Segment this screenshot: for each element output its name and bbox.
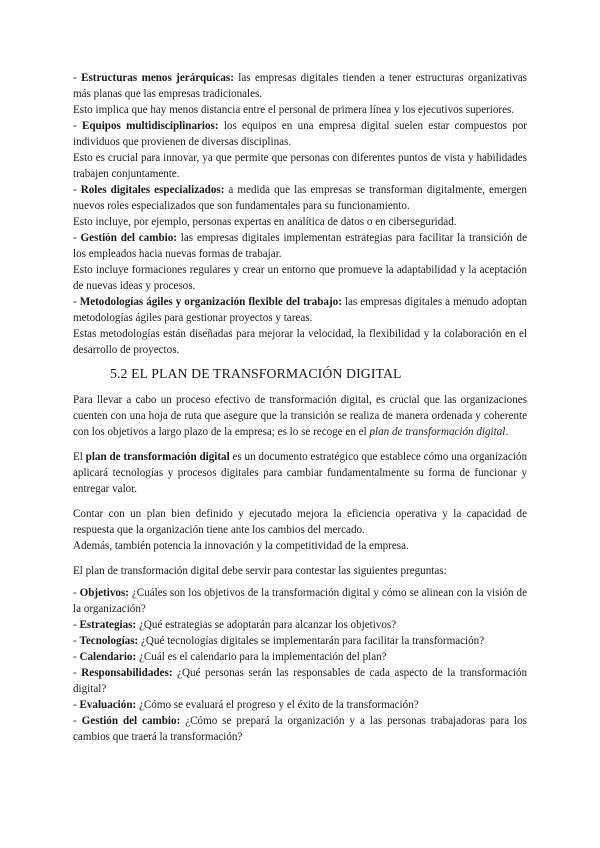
section-item-list: [73, 70, 527, 358]
question-term: Objetivos:: [79, 587, 129, 599]
bullet: -: [73, 699, 80, 711]
question-text: ¿Qué tecnologías digitales se implementarán para facilitar la transformación?: [138, 635, 485, 647]
question-item: [73, 713, 527, 745]
section-item-term: Metodologías ágiles y organización flexible del trabajo:: [79, 296, 342, 308]
intro-paragraph: [73, 392, 527, 440]
section-item: [73, 230, 527, 262]
section-item-term: Gestión del cambio:: [80, 232, 177, 244]
benefits-paragraph: Contar con un plan bien definido y ejecutado mejora la eficiencia operativa y la capacidad de respuesta que la organización tiene ante los cambios del mercado.: [73, 508, 527, 536]
definition-text: es un documento estratégico que establece cómo una organización aplicará tecnologías y procesos digitales para cambiar fundamentalmente su forma de funcionar y entregar valor.: [73, 451, 528, 495]
section-item-term: Roles digitales especializados:: [80, 184, 225, 196]
bullet: -: [73, 635, 80, 647]
section-item-note: Estas metodologías están diseñadas para mejorar la velocidad, la flexibilidad y la colaboración en el desarrollo de proyectos.: [73, 328, 527, 356]
section-item-note: Esto incluye formaciones regulares y crear un entorno que promueve la adaptabilidad y la aceptación de nuevas ideas y procesos.: [73, 264, 527, 292]
intro-end: .: [505, 426, 509, 438]
document-page: [73, 70, 527, 745]
section-item: [73, 118, 527, 150]
bullet: -: [73, 587, 80, 599]
question-text: ¿Cómo se evaluará el progreso y el éxito de la transformación?: [136, 699, 419, 711]
definition-term: plan de transformación digital: [85, 451, 230, 463]
section-heading: 5.2 EL PLAN DE TRANSFORMACIÓN DIGITAL: [110, 366, 402, 381]
bullet: -: [73, 715, 82, 727]
section-item-desc: las empresas digitales tienden a tener estructuras organizativas más planas que las empresas tradicionales.: [73, 72, 527, 100]
section-item-note: Esto es crucial para innovar, ya que permite que personas con diferentes puntos de vista y habilidades trabajen conjuntamente.: [73, 152, 527, 180]
bullet: -: [73, 296, 80, 308]
bullet: -: [73, 120, 82, 132]
section-item: [73, 182, 527, 214]
bullet: -: [73, 232, 81, 244]
section-item-desc: los equipos en una empresa digital suelen estar compuestos por individuos que provienen de diversas disciplinas.: [73, 120, 527, 148]
section-item-term: Estructuras menos jerárquicas:: [81, 72, 234, 84]
section-item-term: Equipos multidisciplinarios:: [81, 120, 219, 132]
question-term: Estrategias:: [79, 619, 137, 631]
benefits-paragraph: Además, también potencia la innovación y la competitividad de la empresa.: [73, 540, 409, 552]
question-term: Tecnologías:: [79, 635, 139, 647]
definition-pre: El: [73, 451, 86, 463]
section-item: [73, 294, 527, 326]
question-text: ¿Cómo se prepará la organización y a las personas trabajadoras para los cambios que traerá la transformación?: [73, 715, 527, 743]
question-text: ¿Qué estrategias se adoptarán para alcanzar los objetivos?: [136, 619, 397, 631]
question-item: [73, 697, 527, 713]
section-item-desc: a medida que las empresas se transforman digitalmente, emergen nuevos roles especializados que son fundamentales para su funcionamiento.: [73, 184, 527, 212]
question-term: Calendario:: [79, 651, 137, 663]
section-item-note: Esto implica que hay menos distancia entre el personal de primera línea y los ejecutivos superiores.: [73, 104, 515, 116]
question-item: [73, 633, 527, 649]
question-text: ¿Qué personas serán las responsables de cada aspecto de la transformación digital?: [73, 667, 527, 695]
question-item: [73, 649, 527, 665]
intro-emphasis: plan de transformación digital: [369, 426, 506, 438]
bullet: -: [73, 651, 80, 663]
question-term: Evaluación:: [79, 699, 137, 711]
question-item: [73, 585, 527, 617]
bullet: -: [73, 184, 81, 196]
section-item-desc: las empresas digitales implementan estrategias para facilitar la transición de los empleados hacia nuevas formas de trabajar.: [73, 232, 528, 260]
questions-list: [73, 585, 527, 745]
question-term: Responsabilidades:: [81, 667, 173, 679]
question-term: Gestión del cambio:: [81, 715, 181, 727]
question-text: ¿Cuáles son los objetivos de la transformación digital y cómo se alinean con la visión de la organización?: [73, 587, 527, 615]
bullet: -: [73, 667, 82, 679]
section-item-note: Esto incluye, por ejemplo, personas expertas en analítica de datos o en ciberseguridad.: [73, 216, 457, 228]
definition-paragraph: [73, 449, 527, 497]
question-item: [73, 617, 527, 633]
question-text: ¿Cuál es el calendario para la implementación del plan?: [136, 651, 387, 663]
bullet: -: [73, 619, 80, 631]
questions-intro: El plan de transformación digital debe servir para contestar las siguientes preguntas:: [73, 565, 447, 577]
question-item: [73, 665, 527, 697]
section-item: [73, 70, 527, 102]
section-item-desc: las empresas digitales a menudo adoptan metodologías ágiles para gestionar proyectos y tareas.: [73, 296, 527, 324]
intro-text: Para llevar a cabo un proceso efectivo de transformación digital, es crucial que las organizaciones cuenten con una hoja de ruta que asegure que la transición se realiza de manera ordenada y coherente con los objetivos a largo plazo de la empresa; es lo se recoge en el: [73, 394, 527, 438]
bullet: -: [73, 72, 82, 84]
